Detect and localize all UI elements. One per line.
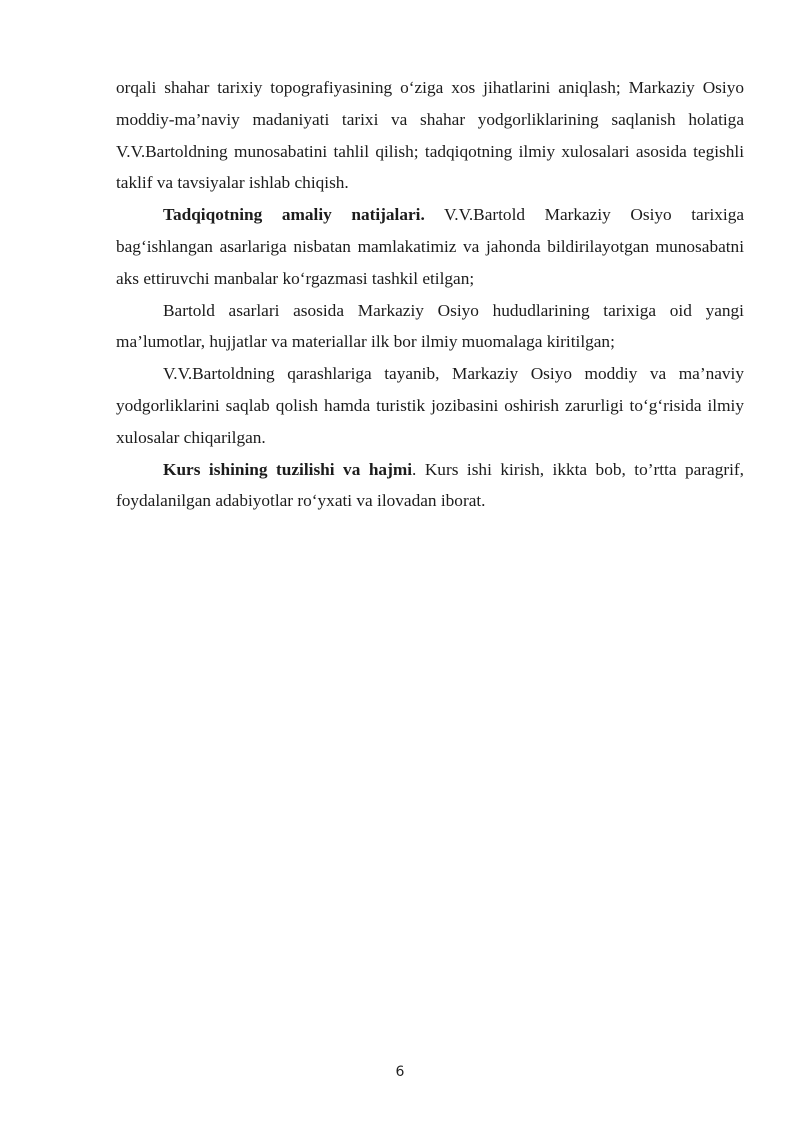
paragraph-5 <box>116 454 744 518</box>
paragraph-3-text: Bartold asarlari asosida Markaziy Osiyo hududlarining tarixiga oid yangi ma’lumotlar, hujjatlar va materiallar ilk bor ilmiy muomalaga kiritilgan; <box>116 300 744 352</box>
page-number: 6 <box>395 1064 405 1080</box>
paragraph-1 <box>116 72 744 199</box>
paragraph-4 <box>116 358 744 453</box>
paragraph-3 <box>116 295 744 359</box>
paragraph-4-text: V.V.Bartoldning qarashlariga tayanib, Markaziy Osiyo moddiy va ma’naviy yodgorliklarini saqlab qolish hamda turistik jozibasini oshirish zarurligi to‘g‘risida ilmiy xulosalar chiqarilgan. <box>116 364 744 447</box>
paragraph-2 <box>116 199 744 294</box>
paragraph-1-text: orqali shahar tarixiy topografiyasining o‘ziga xos jihatlarini aniqlash; Markaziy Osiyo moddiy-ma’naviy madaniyati tarixi va shahar yodgorliklarining saqlanish holatiga V.V.Bartoldning munosabatini tahlil qilish; tadqiqotning ilmiy xulosalari asosida tegishli taklif va tavsiyalar ishlab chiqish. <box>116 78 744 193</box>
paragraph-5-text: . Kurs ishi kirish, ikkta bob, to’rtta paragrif, foydalanilgan adabiyotlar ro‘yxati va ilovadan iborat. <box>116 459 744 511</box>
paragraph-5-heading: Kurs ishining tuzilishi va hajmi <box>163 459 413 479</box>
paragraph-2-text: V.V.Bartold Markaziy Osiyo tarixiga bag‘ishlangan asarlariga nisbatan mamlakatimiz va jahonda bildirilayotgan munosabatni aks ettiruvchi manbalar ko‘rgazmasi tashkil etilgan; <box>116 205 744 288</box>
paragraph-2-heading: Tadqiqotning amaliy natijalari. <box>163 205 425 225</box>
body-text <box>116 72 744 517</box>
